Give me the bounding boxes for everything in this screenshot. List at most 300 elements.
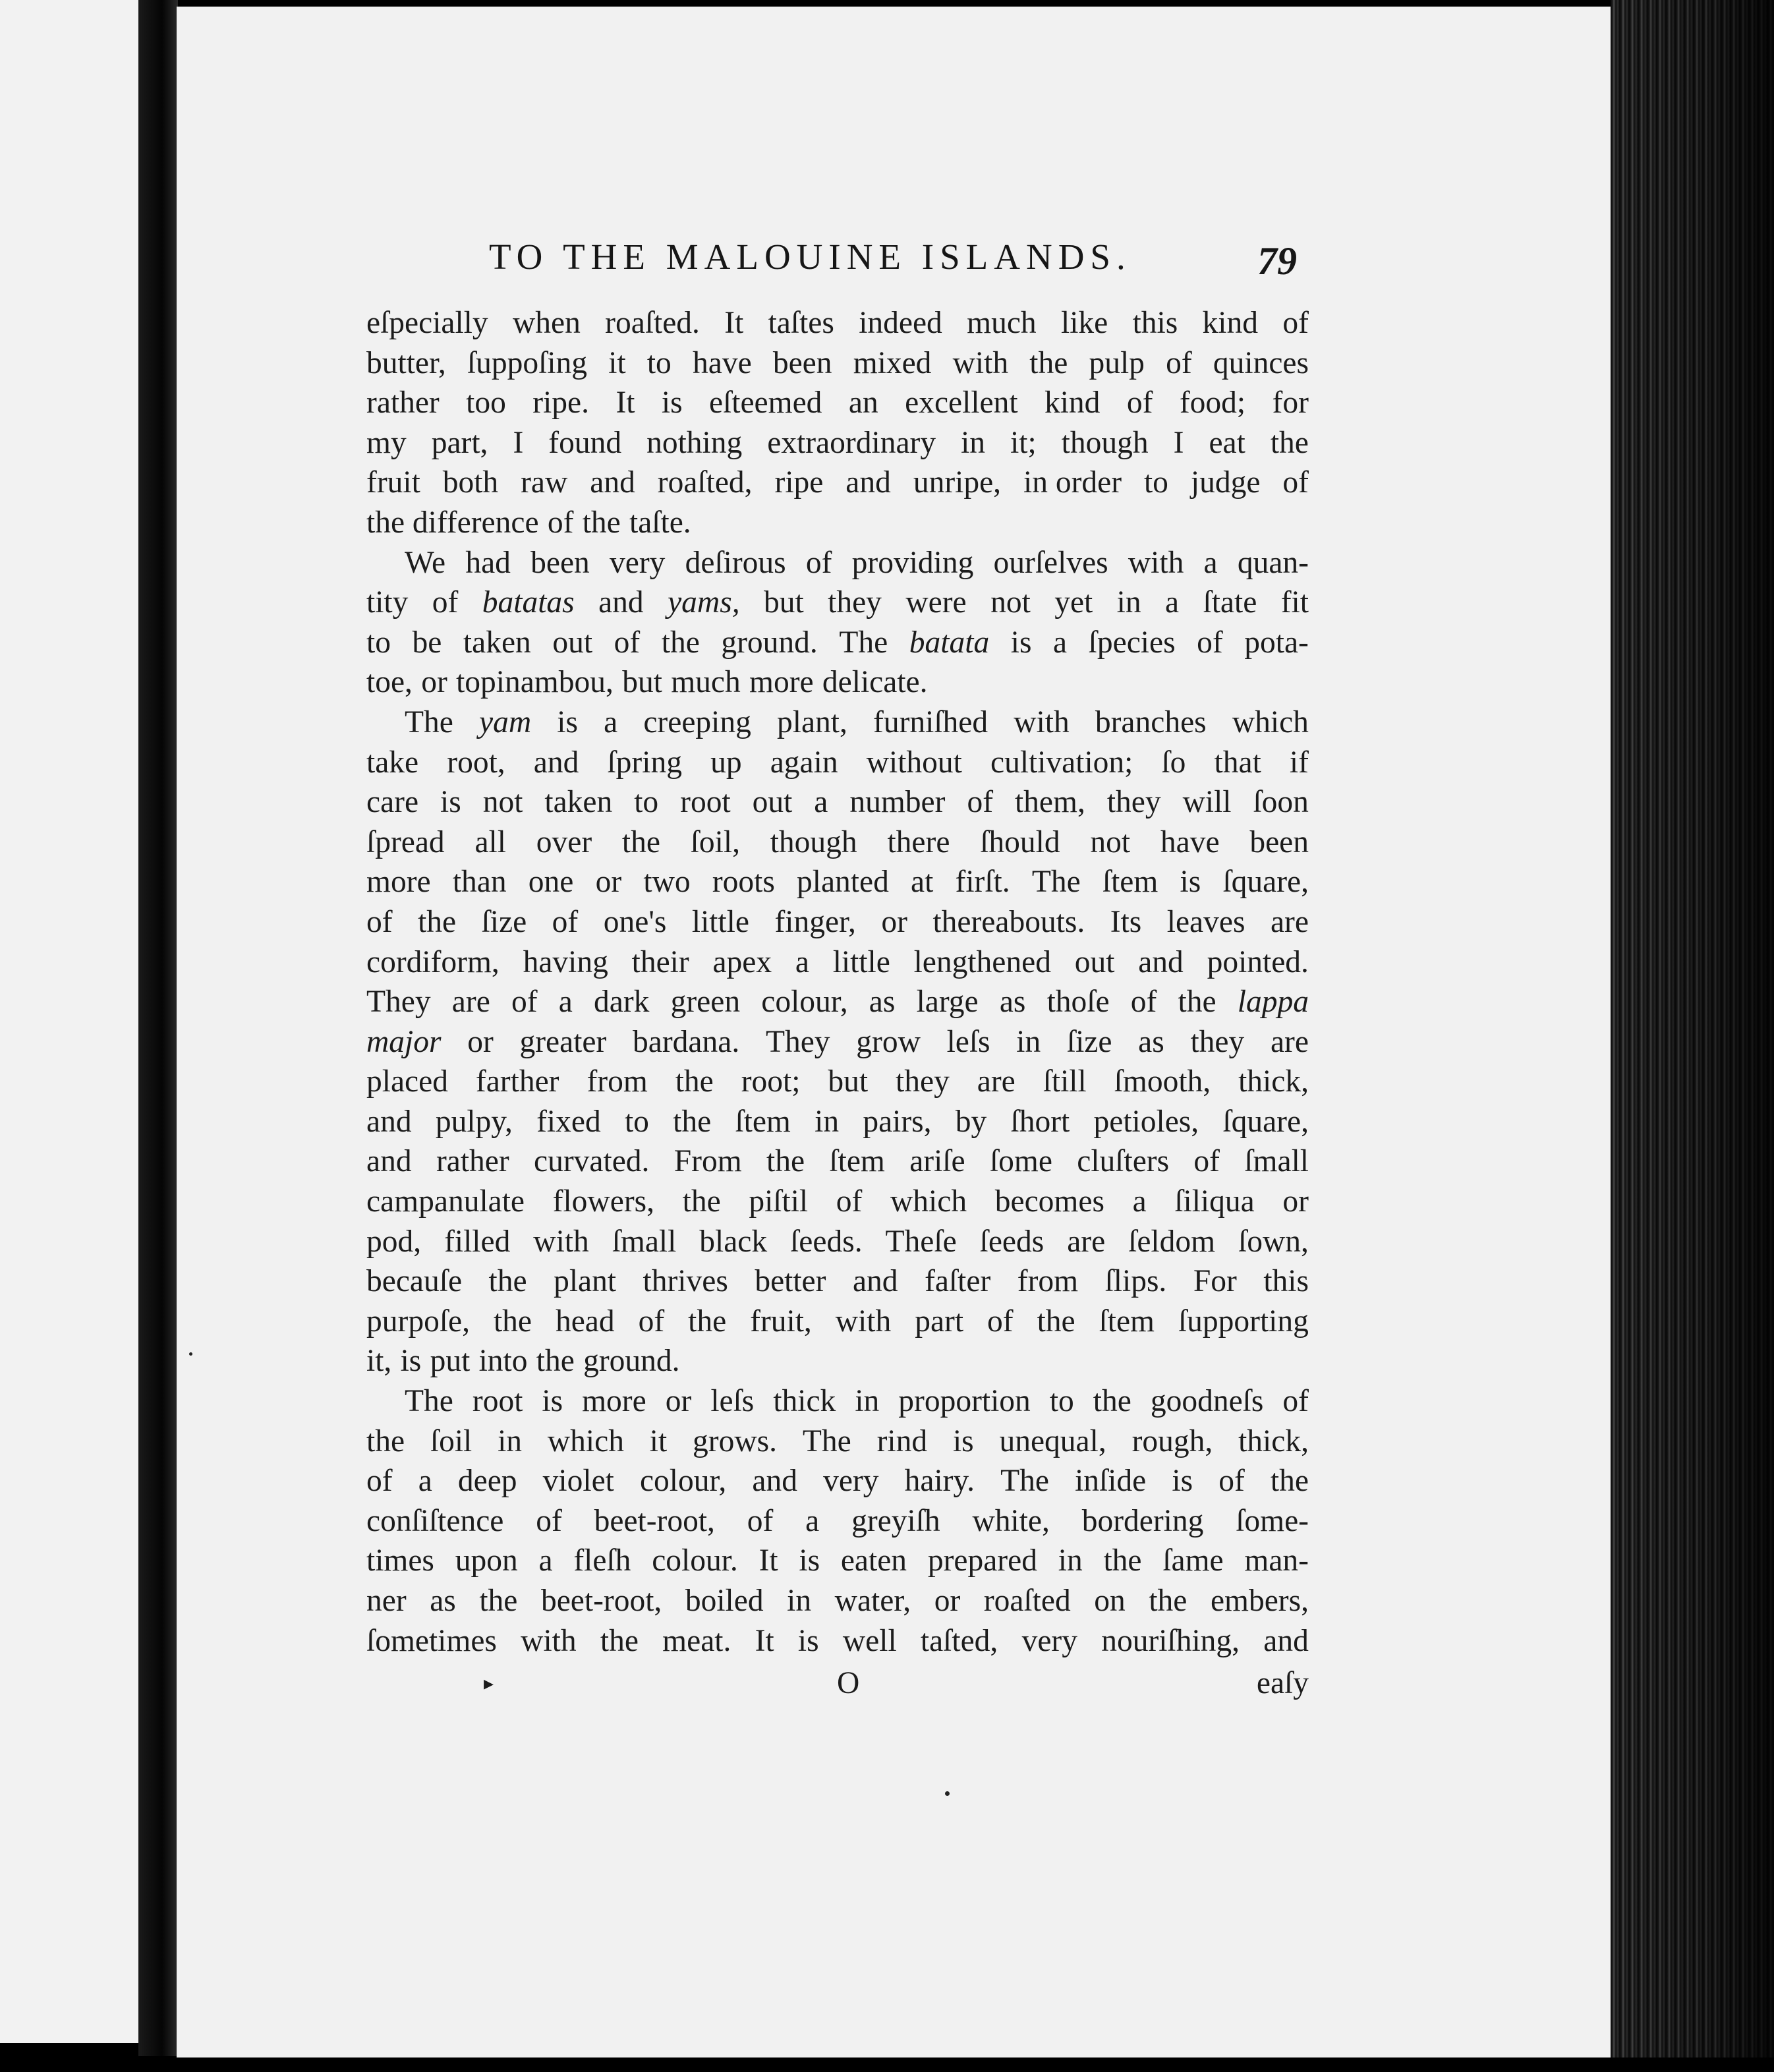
catch-line [366,1663,1309,1704]
word: or [934,1584,961,1618]
text-line [366,902,1309,942]
word: been [1249,824,1309,859]
word: pod, [366,1224,422,1259]
word: cluſters [1077,1144,1170,1179]
word: ſoil [430,1424,472,1458]
word: and [1138,944,1184,979]
word: flowers, [552,1184,655,1219]
word: providing [851,545,974,580]
word: more [582,1384,646,1419]
word: of [638,1304,665,1338]
word: They [765,1024,830,1059]
word: and [752,1464,797,1499]
word: finger, [774,904,856,939]
word: of [614,625,641,660]
word: ſeeds [979,1224,1044,1259]
word: there [887,824,950,859]
word: toe, [366,665,413,700]
word: or [421,665,447,700]
word: of [552,904,579,939]
word: of [1130,985,1157,1020]
word: to [634,785,659,820]
word: ſhort [1010,1104,1070,1139]
word: in [1016,1024,1041,1059]
word: man- [1244,1543,1309,1578]
word: tity [366,585,409,620]
word: The [839,625,888,660]
word: dark [594,985,650,1020]
word: firſt. [955,865,1010,900]
word: in [1116,585,1141,620]
word: all [474,824,506,859]
word: into [478,1344,528,1379]
text-line [366,383,1309,423]
word: like [1061,306,1108,340]
word: topinambou, [456,665,614,700]
word: a [1165,585,1180,620]
word: of [366,904,393,939]
word: two [643,865,691,900]
word: the [1270,1464,1309,1499]
word: of [536,1503,562,1538]
word: leſs [710,1384,755,1419]
word: ſpread [366,824,445,859]
book-gutter [138,0,178,2056]
word: without [866,745,962,780]
word: purpoſe, [366,1304,470,1338]
word: times [366,1543,434,1578]
word: as [869,985,896,1020]
body-text [366,303,1309,1661]
word: campanulate [366,1184,525,1219]
word: both [442,465,499,500]
word: lappa [1237,985,1309,1020]
word: The [802,1424,851,1458]
word: deſirous [685,545,786,580]
word: in [961,425,986,460]
text-line [366,782,1309,822]
word: ſtill [1043,1064,1087,1099]
word: the [673,1104,712,1139]
word: a [1132,1184,1147,1219]
word: thrives [643,1264,728,1299]
word: It [724,306,744,340]
word: were [905,585,967,620]
text-line [366,423,1309,463]
word: ſquare, [1222,1104,1309,1139]
word: lengthened [913,944,1051,979]
word: taſted, [920,1623,998,1658]
word: are [1067,1224,1106,1259]
word: The [405,1384,453,1419]
word: is [542,1384,563,1419]
word: or [467,1024,494,1059]
scan-bottom-border [0,2058,1774,2072]
word: ner [366,1584,407,1618]
word: ſometimes [366,1623,497,1658]
text-line [366,1102,1309,1142]
word: creeping [643,705,751,739]
word: For [1193,1264,1237,1299]
text-line [366,1621,1309,1661]
word: root, [447,745,505,780]
word: out [752,785,793,820]
word: are [1270,904,1309,939]
word: eat [1209,425,1245,460]
word: the [488,1264,527,1299]
word: black [699,1224,768,1259]
word: ſpring [607,745,682,780]
text-line [366,1062,1309,1102]
word: out [552,625,593,660]
word: becauſe [366,1264,463,1299]
word: inſide [1075,1464,1147,1499]
word: cultivation; [990,745,1133,780]
word: ſtem [735,1104,791,1139]
word: the [1178,985,1216,1020]
word: of [1282,465,1309,500]
word: taken [544,785,613,820]
word: ſuppoſing [467,345,588,380]
text-line [366,982,1309,1022]
word: a [538,1543,553,1578]
word: yam [479,705,532,739]
word: upon [455,1543,518,1578]
word: more [749,665,814,700]
word: have [1160,824,1220,859]
word: on [1094,1584,1126,1618]
page-number: 79 [1257,239,1297,283]
text-line [366,942,1309,983]
word: up [710,745,742,780]
word: they [1106,785,1161,820]
text-line [366,543,1309,583]
word: when [512,306,581,340]
word: deep [457,1464,517,1499]
word: ſtem [1099,1304,1155,1338]
text-line [366,1182,1309,1222]
word: not [482,785,523,820]
word: thick, [1238,1064,1309,1099]
word: are [977,1064,1016,1099]
word: the [493,1304,532,1338]
word: curvated. [534,1144,650,1179]
word: eaten [840,1543,907,1578]
word: batata [909,625,990,660]
word: ſize [1066,1024,1112,1059]
word: to [624,1104,649,1139]
word: is [557,705,578,739]
word: colour, [639,1464,727,1499]
word: is [799,1543,820,1578]
word: white, [972,1503,1050,1538]
word: though [1061,425,1149,460]
text-line [366,1141,1309,1182]
word: batatas [482,585,575,620]
word: in [1058,1543,1083,1578]
word: fleſh [573,1543,631,1578]
word: it, [366,1344,392,1379]
word: much [671,665,741,700]
word: water, [834,1584,911,1618]
text-line [366,1022,1309,1062]
word: care [366,785,419,820]
word: a [558,985,573,1020]
word: the [1029,345,1068,380]
word: in [855,1384,880,1419]
word: food; [1179,386,1246,420]
word: it [649,1424,668,1458]
word: leſs [946,1024,990,1059]
word: part, [431,425,488,460]
word: the difference [366,505,539,540]
word: been [530,545,590,580]
word: or [881,904,907,939]
word: of [805,545,832,580]
word: more [366,865,431,900]
word: the [682,1184,721,1219]
word: quan- [1237,545,1309,580]
word: ſame [1162,1543,1224,1578]
word: root [472,1384,523,1419]
word: ſpecies [1088,625,1176,660]
word: the [536,1344,575,1379]
word: rather [366,386,440,420]
word: excellent [905,386,1018,420]
word: the [1270,425,1309,460]
word: thick [773,1384,836,1419]
word: one's [603,904,667,939]
word: cordiform, [366,944,500,979]
word: kind [1202,306,1258,340]
word: ground. [583,1344,680,1379]
word: not [1090,824,1131,859]
word: of [1197,625,1223,660]
word: kind [1044,386,1101,420]
word: quinces [1213,345,1309,380]
word: ſeldom [1128,1224,1216,1259]
word: with [835,1304,892,1338]
text-line [366,1381,1309,1422]
word: a [418,1464,432,1499]
word: better [755,1264,826,1299]
word: their [631,944,689,979]
word: yet [1054,585,1093,620]
text-line [366,743,1309,783]
word: to [1049,1384,1074,1419]
word: ſeeds. [790,1224,863,1259]
text-line [366,1341,1309,1381]
word: butter, [366,345,446,380]
word: in [498,1424,523,1458]
word: of [967,785,994,820]
word: in [815,1104,840,1139]
word: the [1037,1304,1075,1338]
word: little [691,904,749,939]
word: fruit, [750,1304,812,1338]
word: filled [444,1224,511,1259]
word: ſlips. [1104,1264,1167,1299]
word: fixed [536,1104,601,1139]
word: It [615,386,635,420]
word: faſter [925,1264,991,1299]
word: is [797,1623,819,1658]
word: ſoon [1253,785,1309,820]
word: and [533,745,579,780]
text-line [366,1222,1309,1262]
word: unequal, [999,1424,1106,1458]
word: embers, [1210,1584,1309,1618]
word: have [692,345,752,380]
word: bardana. [633,1024,740,1059]
word: of [511,985,538,1020]
text-line [366,1581,1309,1621]
ink-speck [189,1352,192,1356]
word: the [688,1304,727,1338]
word: pulpy, [435,1104,513,1139]
word: roaſted. [605,306,700,340]
word: as [1138,1024,1164,1059]
text-line [366,303,1309,343]
word: at [911,865,934,900]
word: of [432,585,459,620]
word: they [828,585,882,620]
word: judge [1190,465,1261,500]
word: proportion [898,1384,1031,1419]
word: again [770,745,838,780]
word: in [787,1584,812,1618]
word: petioles, [1093,1104,1199,1139]
word: ſome- [1236,1503,1309,1538]
word: and [1263,1623,1309,1658]
word: pulp [1089,345,1145,380]
word: grows. [693,1424,778,1458]
word: conſiſtence [366,1503,504,1538]
word: major [366,1024,442,1059]
word: with [533,1224,589,1259]
word: plant [554,1264,617,1299]
word: We [405,545,446,580]
word: rather [436,1144,509,1179]
word: the [418,904,457,939]
word: well [842,1623,897,1658]
word: the [675,1064,714,1099]
word: beet-root, [540,1584,662,1618]
word: is [1172,1464,1193,1499]
word: farther [475,1064,559,1099]
word: thoſe [1046,985,1110,1020]
word: hairy. [904,1464,975,1499]
word: fruit [366,465,420,500]
word: which [547,1424,624,1458]
word: the [661,625,700,660]
word: I [1173,425,1184,460]
word: and [598,585,644,620]
word: green [670,985,741,1020]
word: plant, [777,705,847,739]
word: by [955,1104,987,1139]
word: take [366,745,419,780]
text-line [366,623,1309,663]
ink-speck [945,1791,950,1796]
word: of [987,1304,1014,1338]
word: large [916,985,979,1020]
word: it; [1010,425,1037,460]
word: roaſted [983,1584,1071,1618]
word: nothing [646,425,743,460]
word: too [466,386,506,420]
word: of [1218,1464,1245,1499]
word: of [836,1184,863,1219]
word: ſoil, [690,824,740,859]
word: little [832,944,890,979]
word: had [465,545,511,580]
word: a [604,705,618,739]
word: a [805,1503,820,1538]
word: ſo [1161,745,1186,780]
word: becomes [994,1184,1104,1219]
word: extraordinary [767,425,936,460]
word: ſiliqua [1174,1184,1255,1219]
word: eſteemed [709,386,822,420]
word: unripe, [913,465,1002,500]
word: from [1017,1264,1079,1299]
word: in order [1023,465,1122,500]
word: part [915,1304,964,1338]
word: ſown, [1238,1224,1309,1259]
word: pairs, [863,1104,932,1139]
word: ſupporting [1178,1304,1309,1338]
word: very [610,545,666,580]
word: rind [876,1424,928,1458]
word: and [366,1144,412,1179]
word: over [536,824,592,859]
word: roaſted, [657,465,753,500]
word: taſte. [629,505,691,540]
word: beet-root, [594,1503,715,1538]
word: the [1093,1384,1131,1419]
word: and [852,1264,898,1299]
word: apex [712,944,772,979]
word: ſmall [1244,1144,1309,1179]
text-line [366,1461,1309,1501]
word: root; [741,1064,801,1099]
word: of [1282,1384,1309,1419]
word: a [795,944,809,979]
word: of [1166,345,1192,380]
word: bordering [1081,1503,1204,1538]
word: is [952,1424,974,1458]
word: pota- [1244,625,1309,660]
word: ariſe [909,1144,965,1179]
word: and [366,1104,412,1139]
word: colour. [652,1543,738,1578]
word: as [999,985,1026,1020]
word: leaves [1166,904,1245,939]
word: grow [856,1024,921,1059]
word: rough, [1131,1424,1213,1458]
word: will [1182,785,1232,820]
word: with [521,1623,577,1658]
word: furniſhed [873,705,988,739]
word: though [770,824,857,859]
word: is [440,785,461,820]
word: taken [463,625,531,660]
word: the [766,1144,805,1179]
text-line [366,862,1309,902]
word: or [665,1384,692,1419]
word: of [1126,386,1153,420]
